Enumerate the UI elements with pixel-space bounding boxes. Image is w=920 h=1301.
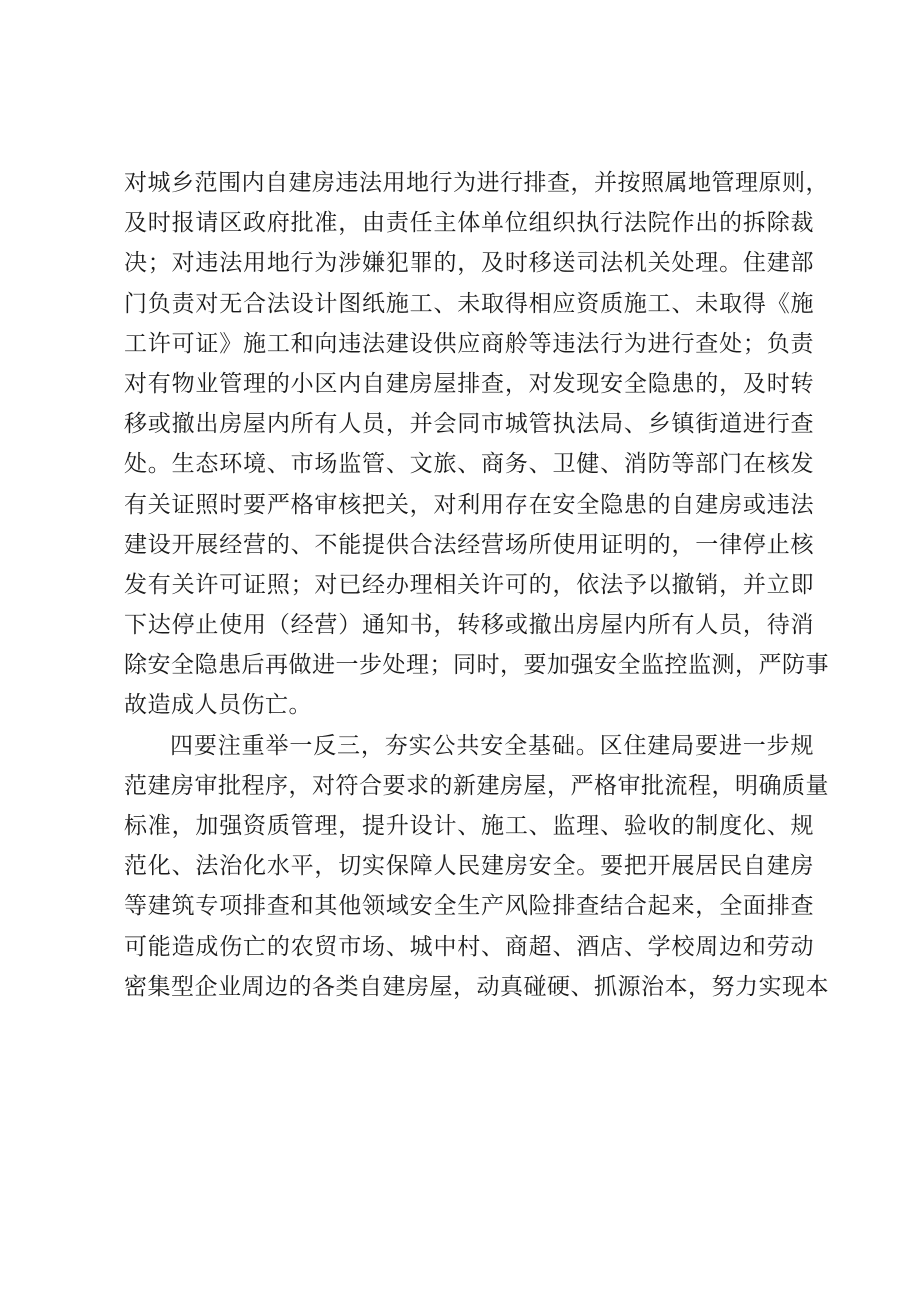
text-line: 门负责对无合法设计图纸施工、未取得相应资质施工、未取得《施 — [124, 290, 814, 317]
text-line: 有关证照时要严格审核把关，对利用存在安全隐患的自建房或违法 — [124, 491, 814, 518]
body-text — [124, 163, 829, 1007]
paragraph-first-line: 四要注重举一反三，夯实公共安全基础。区住建局要进一步规 — [170, 732, 814, 759]
text-line: 移或撤出房屋内所有人员，并会同市城管执法局、乡镇街道进行查 — [124, 411, 814, 438]
text-line: 决；对违法用地行为涉嫌犯罪的，及时移送司法机关处理。住建部 — [124, 250, 814, 277]
text-line: 范建房审批程序，对符合要求的新建房屋，严格审批流程，明确质量 — [124, 772, 829, 799]
text-line: 工许可证》施工和向违法建设供应商舲等违法行为进行查处；负责 — [124, 330, 814, 357]
text-line: 除安全隐患后再做进一步处理；同时，要加强安全监控监测，严防事 — [124, 652, 829, 679]
text-line: 故造成人员伤亡。 — [124, 692, 312, 719]
text-line: 对有物业管理的小区内自建房屋排查，对发现安全隐患的，及时转 — [124, 370, 814, 397]
text-line: 建设开展经营的、不能提供合法经营场所使用证明的，一律停止核 — [124, 531, 814, 558]
text-line: 范化、法治化水平，切实保障人民建房安全。要把开展居民自建房 — [124, 853, 814, 880]
text-line: 及时报请区政府批准，由责任主体单位组织执行法院作出的拆除裁 — [124, 210, 814, 237]
text-line: 可能造成伤亡的农贸市场、城中村、商超、酒店、学校周边和劳动 — [124, 933, 814, 960]
text-line: 标准，加强资质管理，提升设计、施工、监理、验收的制度化、规 — [124, 813, 814, 839]
text-line: 密集型企业周边的各类自建房屋，动真碰硬、抓源治本，努力实现本 — [124, 973, 829, 1000]
text-line: 对城乡范围内自建房违法用地行为进行排查，并按照属地管理原则， — [124, 170, 829, 196]
text-line: 发有关许可证照；对已经办理相关许可的，依法予以撤销，并立即 — [124, 571, 814, 598]
text-line: 等建筑专项排查和其他领域安全生产风险排查结合起来，全面排查 — [124, 893, 814, 920]
text-line: 处。生态环境、市场监管、文旅、商务、卫健、消防等部门在核发 — [124, 451, 814, 478]
text-line: 下达停止使用（经营）通知书，转移或撤出房屋内所有人员，待消 — [124, 612, 814, 639]
